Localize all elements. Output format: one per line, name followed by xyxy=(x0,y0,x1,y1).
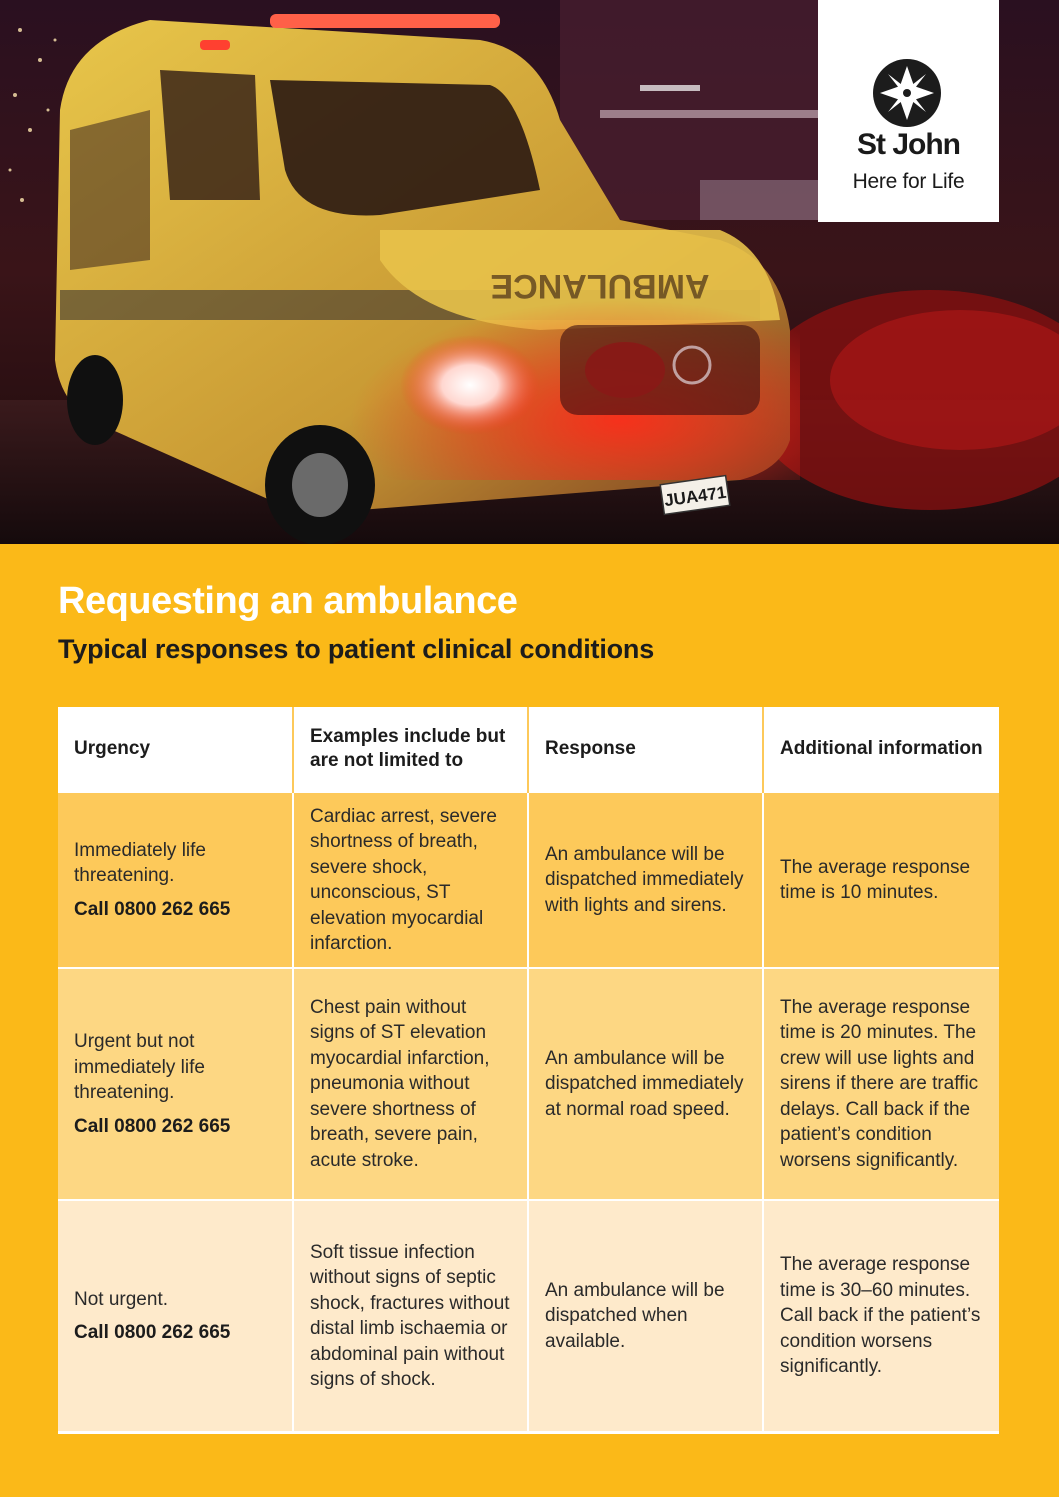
info-cell: The average response time is 20 minutes. The crew will use lights and sirens if there are traffic delays. Call back if the patient’s condition worsens significantly. xyxy=(763,968,999,1200)
response-cell: An ambulance will be dispatched when available. xyxy=(528,1200,763,1433)
urgency-cell xyxy=(58,792,293,968)
table-row-immediately-life-threatening xyxy=(58,792,999,968)
info-cell: The average response time is 10 minutes. xyxy=(763,792,999,968)
header-urgency: Urgency xyxy=(58,707,293,792)
table-row-not-urgent xyxy=(58,1200,999,1433)
call-number: Call 0800 262 665 xyxy=(74,898,231,920)
response-cell: An ambulance will be dispatched immediately with lights and sirens. xyxy=(528,792,763,968)
call-number: Call 0800 262 665 xyxy=(74,1115,231,1137)
table-row-urgent xyxy=(58,968,999,1200)
call-number: Call 0800 262 665 xyxy=(74,1322,231,1343)
page-title: Requesting an ambulance xyxy=(58,580,518,622)
urgency-text: Not urgent. xyxy=(74,1288,168,1310)
response-table xyxy=(58,707,999,1434)
urgency-cell xyxy=(58,968,293,1200)
st-john-cross-icon xyxy=(872,58,942,128)
urgency-text: Urgent but not immediately life threatening. xyxy=(74,1031,205,1103)
table-header xyxy=(58,707,999,792)
response-cell: An ambulance will be dispatched immediately at normal road speed. xyxy=(528,968,763,1200)
examples-cell: Soft tissue infection without signs of septic shock, fractures without distal limb ischaemia or abdominal pain without signs of shock. xyxy=(293,1200,528,1433)
license-plate: JUA471 xyxy=(663,482,728,511)
urgency-text: Immediately life threatening. xyxy=(74,839,206,887)
examples-cell: Cardiac arrest, severe shortness of breath, severe shock, unconscious, ST elevation myocardial infarction. xyxy=(293,792,528,968)
examples-cell: Chest pain without signs of ST elevation myocardial infarction, pneumonia without severe shortness of breath, severe pain, acute stroke. xyxy=(293,968,528,1200)
logo-tagline: Here for Life xyxy=(852,170,965,193)
urgency-cell xyxy=(58,1200,293,1433)
logo-wordmark: St John xyxy=(857,128,960,161)
page-subtitle: Typical responses to patient clinical conditions xyxy=(58,634,655,664)
info-cell: The average response time is 30–60 minutes. Call back if the patient’s condition worsens significantly. xyxy=(763,1200,999,1433)
header-response: Response xyxy=(528,707,763,792)
header-additional-information: Additional information xyxy=(763,707,999,792)
header-examples: Examples include but are not limited to xyxy=(293,707,528,792)
